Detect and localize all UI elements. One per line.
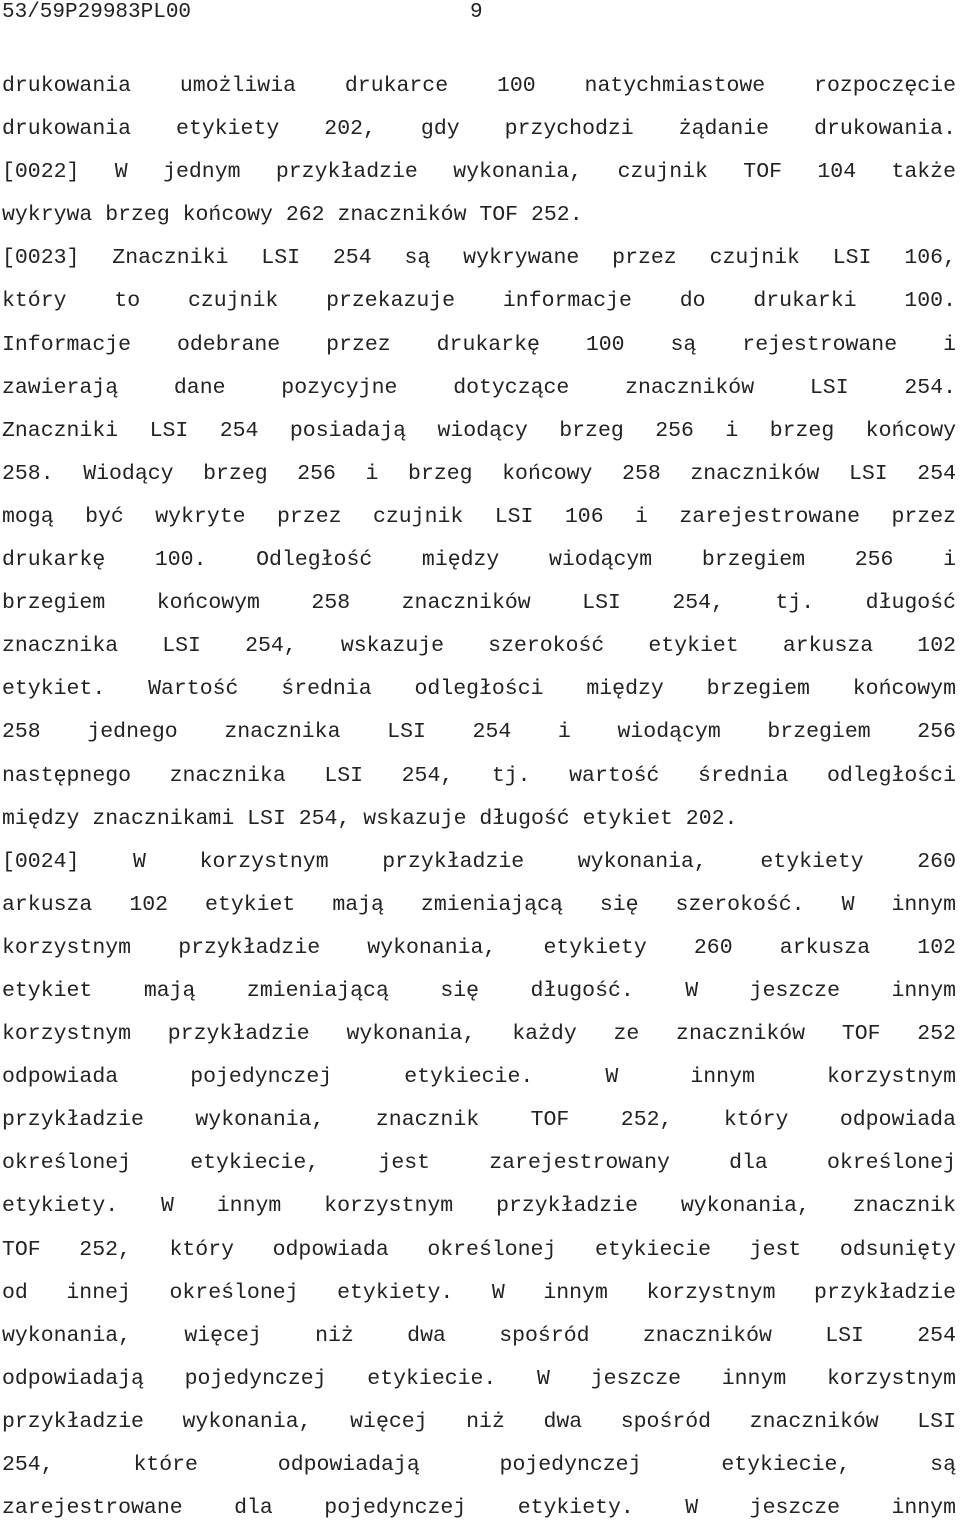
page-header (0, 0, 960, 30)
text-line: arkusza 102 etykiet mają zmieniającą się szerokość. W innym (2, 892, 956, 917)
text-line: 254, które odpowiadają pojedynczej etykiecie, są (2, 1453, 956, 1477)
page-number: 9 (470, 1, 483, 24)
text-line: mogą być wykryte przez czujnik LSI 106 i zarejestrowane przez (2, 504, 956, 529)
text-line: drukowania etykiety 202, gdy przychodzi żądanie drukowania. (2, 117, 956, 142)
text-line: Znaczniki LSI 254 posiadają wiodący brzeg 256 i brzeg końcowy (2, 418, 956, 443)
text-line: przykładzie wykonania, więcej niż dwa spośród znaczników LSI (2, 1409, 956, 1434)
text-line: 258 jednego znacznika LSI 254 i wiodącym brzegiem 256 (2, 720, 956, 745)
text-line: TOF 252, który odpowiada określonej etykiecie jest odsunięty (2, 1237, 956, 1262)
text-line: korzystnym przykładzie wykonania, każdy ze znaczników TOF 252 (2, 1022, 956, 1047)
text-line: etykiet. Wartość średnia odległości między brzegiem końcowym (2, 677, 956, 702)
document-body (2, 65, 956, 1530)
text-line: etykiety. W innym korzystnym przykładzie wykonania, znacznik (2, 1194, 956, 1219)
text-line: odpowiadają pojedynczej etykiecie. W jeszcze innym korzystnym (2, 1366, 956, 1391)
text-line: przykładzie wykonania, znacznik TOF 252, który odpowiada (2, 1108, 956, 1133)
text-line: 258. Wiodący brzeg 256 i brzeg końcowy 258 znaczników LSI 254 (2, 461, 956, 486)
text-line: zarejestrowane dla pojedynczej etykiety. W jeszcze innym (2, 1496, 956, 1521)
text-line: [0022] W jednym przykładzie wykonania, czujnik TOF 104 także (2, 160, 956, 185)
text-line: który to czujnik przekazuje informacje do drukarki 100. (2, 289, 956, 314)
text-line: korzystnym przykładzie wykonania, etykiety 260 arkusza 102 (2, 935, 956, 960)
text-line: [0024] W korzystnym przykładzie wykonania, etykiety 260 (2, 849, 956, 874)
text-line: następnego znacznika LSI 254, tj. wartość średnia odległości (2, 763, 956, 788)
text-line: Informacje odebrane przez drukarkę 100 są rejestrowane i (2, 332, 956, 357)
text-line: od innej określonej etykiety. W innym korzystnym przykładzie (2, 1280, 956, 1305)
text-line: brzegiem końcowym 258 znaczników LSI 254, tj. długość (2, 591, 956, 616)
document-id: 53/59P29983PL00 (2, 1, 192, 24)
text-line: zawierają dane pozycyjne dotyczące znaczników LSI 254. (2, 375, 956, 400)
text-line: wykrywa brzeg końcowy 262 znaczników TOF 252. (2, 203, 583, 228)
text-line: [0023] Znaczniki LSI 254 są wykrywane przez czujnik LSI 106, (2, 246, 956, 271)
text-line: wykonania, więcej niż dwa spośród znaczników LSI 254 (2, 1323, 956, 1348)
text-line: etykiet mają zmieniającą się długość. W jeszcze innym (2, 978, 956, 1003)
text-line: znacznika LSI 254, wskazuje szerokość etykiet arkusza 102 (2, 634, 956, 659)
text-line: odpowiada pojedynczej etykiecie. W innym korzystnym (2, 1065, 956, 1090)
text-line: określonej etykiecie, jest zarejestrowany dla określonej (2, 1151, 956, 1176)
text-line: drukowania umożliwia drukarce 100 natychmiastowe rozpoczęcie (2, 74, 956, 98)
text-line: między znacznikami LSI 254, wskazuje długość etykiet 202. (2, 806, 738, 831)
text-line: drukarkę 100. Odległość między wiodącym brzegiem 256 i (2, 548, 956, 573)
